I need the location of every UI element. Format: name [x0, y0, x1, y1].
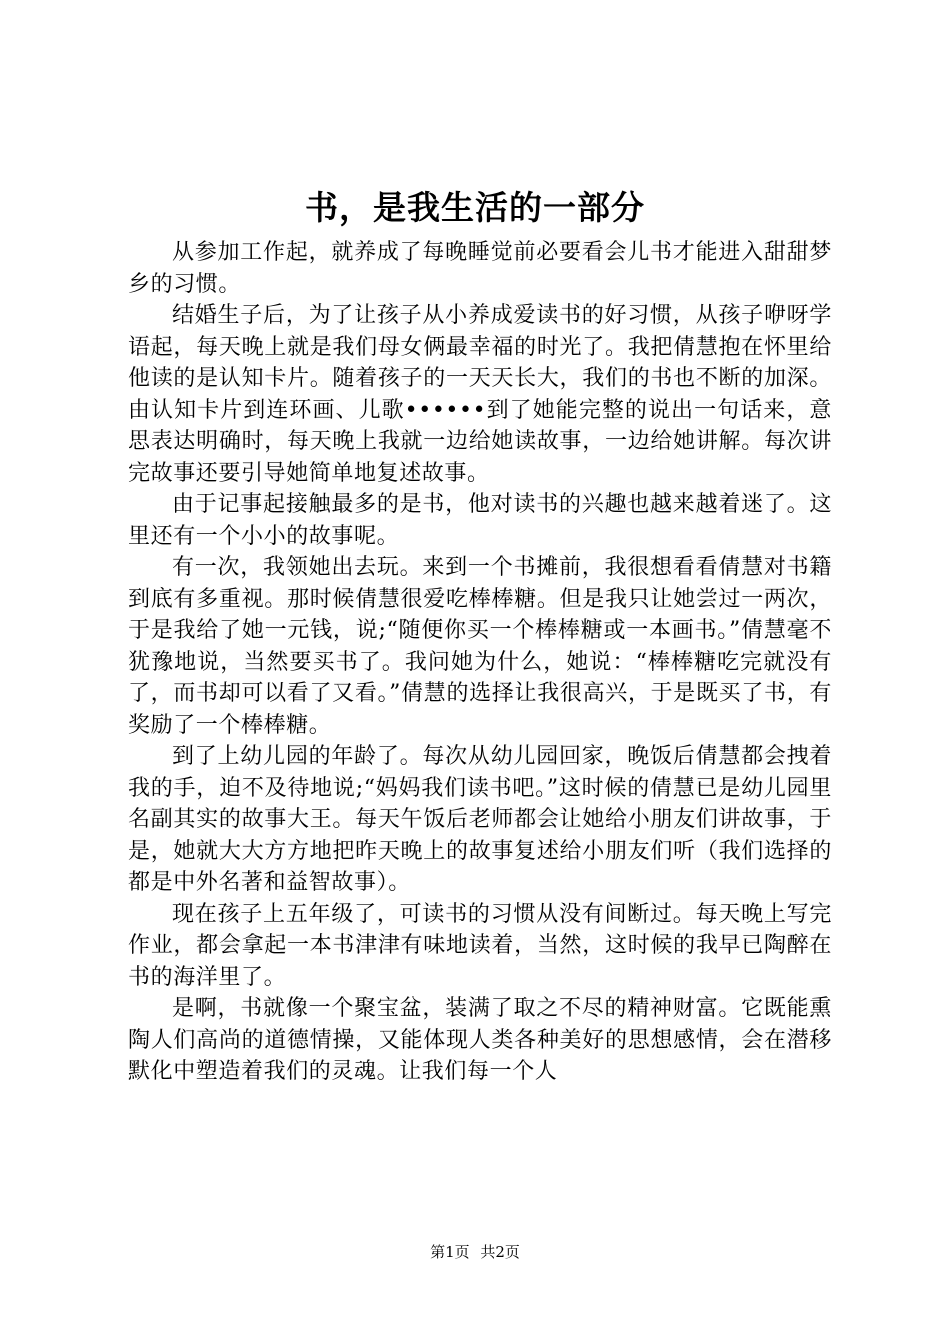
page-footer — [0, 1242, 950, 1262]
document-body — [128, 237, 832, 1088]
document-title: 书，是我生活的一部分 — [305, 188, 645, 227]
paragraph: 是啊，书就像一个聚宝盆，装满了取之不尽的精神财富。它既能熏陶人们高尚的道德情操，又能体现人类各种美好的思想感情，会在潜移默化中塑造着我们的灵魂。让我们每一个人 — [128, 996, 832, 1084]
paragraph: 现在孩子上五年级了，可读书的习惯从没有间断过。每天晚上写完作业，都会拿起一本书津津有味地读着，当然，这时候的我早已陶醉在书的海洋里了。 — [128, 901, 832, 990]
paragraph: 到了上幼儿园的年龄了。每次从幼儿园回家，晚饭后倩慧都会拽着我的手，迫不及待地说;“妈妈我们读书吧。”这时候的倩慧已是幼儿园里名副其实的故事大王。每天午饭后老师都会让她给小朋友们讲故事，于是，她就大大方方地把昨天晚上的故事复述给小朋友们听（我们选择的都是中外名著和益智故事）。 — [128, 744, 832, 895]
paragraph: 由于记事起接触最多的是书，他对读书的兴趣也越来越着迷了。这里还有一个小小的故事呢。 — [128, 492, 832, 549]
page-number-total: 共2页 — [480, 1243, 520, 1261]
paragraph: 有一次，我领她出去玩。来到一个书摊前，我很想看看倩慧对书籍到底有多重视。那时候倩慧很爱吃棒棒糖。但是我只让她尝过一两次，于是我给了她一元钱，说;“随便你买一个棒棒糖或一本画书。”倩慧毫不犹豫地说，当然要买书了。我问她为什么，她说：“棒棒糖吃完就没有了，而书却可以看了又看。”倩慧的选择让我很高兴，于是既买了书，有奖励了一个棒棒糖。 — [128, 555, 832, 738]
paragraph: 结婚生子后，为了让孩子从小养成爱读书的好习惯，从孩子咿呀学语起，每天晚上就是我们母女俩最幸福的时光了。我把倩慧抱在怀里给他读的是认知卡片。随着孩子的一天天长大，我们的书也不断的加深。由认知卡片到连环画、儿歌••••••到了她能完整的说出一句话来，意思表达明确时，每天晚上我就一边给她读故事，一边给她讲解。每次讲完故事还要引导她简单地复述故事。 — [128, 303, 832, 486]
paragraph: 从参加工作起，就养成了每晚睡觉前必要看会儿书才能进入甜甜梦乡的习惯。 — [128, 240, 832, 297]
page-number-current: 第1页 — [430, 1243, 470, 1261]
